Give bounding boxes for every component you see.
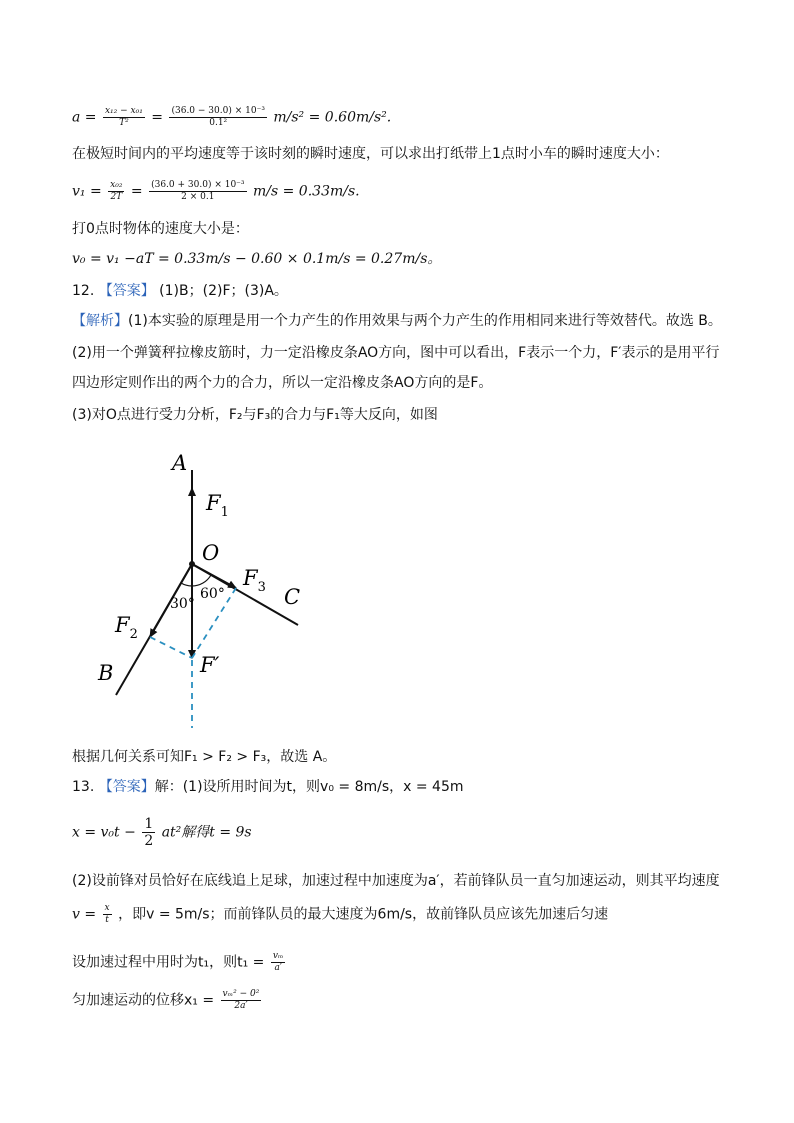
fraction bbox=[149, 180, 246, 203]
fraction-denominator: 2T bbox=[110, 192, 123, 202]
label-b: B bbox=[98, 661, 114, 685]
label-f1: $F_1$ bbox=[206, 491, 229, 520]
fraction-denominator: a′ bbox=[274, 963, 282, 973]
answer-tag: 【答案】 bbox=[98, 283, 155, 299]
q12-analysis-p2a: (2)用一个弹簧秤拉橡皮筋时，力一定沿橡皮条AO方向，图中可以看出，F表示一个力，F′表示的是用平行 bbox=[72, 345, 720, 361]
p5-text: 匀加速运动的位移x₁ = bbox=[72, 992, 215, 1009]
eq-v1-lhs: v₁ = bbox=[72, 183, 102, 200]
label-a: A bbox=[172, 451, 188, 475]
arrow-f3 bbox=[192, 564, 236, 588]
angle-arc-60 bbox=[192, 575, 211, 586]
fraction bbox=[169, 106, 266, 129]
eq-x-lhs: x = v₀t − bbox=[72, 824, 136, 841]
fraction-numerator: x₀₂ bbox=[110, 180, 123, 190]
q13-p4 bbox=[72, 951, 287, 974]
fraction-numerator: vₘ bbox=[272, 951, 284, 961]
equals-sign: = bbox=[151, 109, 164, 126]
fraction bbox=[103, 903, 112, 926]
equation-v0: v₀ = v₁ −aT = 0.33m/s − 0.60 × 0.1m/s = 0.27m/s。 bbox=[72, 251, 442, 267]
analysis-text: (1)本实验的原理是用一个力产生的作用效果与两个力产生的作用相同来进行等效替代。故选 B。 bbox=[128, 313, 722, 329]
p4-text: 设加速过程中用时为t₁，则t₁ = bbox=[72, 954, 265, 971]
analysis-tag: 【解析】 bbox=[72, 313, 128, 329]
fraction-denominator: T² bbox=[119, 118, 129, 128]
label-60: 60° bbox=[200, 586, 225, 602]
fraction bbox=[271, 951, 286, 974]
point-o bbox=[189, 561, 195, 567]
dashed-parallel-f2 bbox=[150, 637, 192, 658]
result: = 0.60m/s². bbox=[308, 109, 392, 126]
paragraph-v0-intro: 打0点时物体的速度大小是： bbox=[72, 221, 249, 237]
q12-analysis-p3: (3)对O点进行受力分析，F₂与F₃的合力与F₁等大反向，如图 bbox=[72, 407, 438, 423]
answer-text: (1)B；(2)F；(3)A。 bbox=[159, 283, 288, 299]
fraction bbox=[221, 989, 262, 1012]
answer-tag: 【答案】 bbox=[98, 779, 155, 795]
q12-analysis-p1 bbox=[72, 311, 722, 331]
force-diagram bbox=[0, 440, 340, 740]
q12-conclusion: 根据几何关系可知F₁ > F₂ > F₃，故选 A。 bbox=[72, 749, 337, 765]
question-number: 12. bbox=[72, 283, 95, 299]
fraction-numerator: (36.0 − 30.0) × 10⁻³ bbox=[171, 106, 265, 116]
label-f-prime: F′ bbox=[200, 653, 220, 677]
equation-displacement bbox=[72, 816, 252, 849]
fraction-numerator: x₁₂ − x₀₁ bbox=[104, 106, 143, 116]
p3-tail: ，即v = 5m/s；而前锋队员的最大速度为6m/s，故前锋队员应该先加速后匀速 bbox=[118, 906, 609, 923]
fraction-numerator: (36.0 + 30.0) × 10⁻³ bbox=[151, 180, 245, 190]
label-f2: $F_2$ bbox=[115, 613, 138, 642]
fraction-numerator: x bbox=[104, 903, 110, 913]
equals-sign: = bbox=[130, 183, 143, 200]
label-c: C bbox=[284, 585, 301, 609]
eq-a-lhs: a = bbox=[72, 109, 97, 126]
fraction-denominator: 0.1² bbox=[209, 118, 228, 128]
q12-answer-line bbox=[72, 281, 288, 301]
eq-x-tail: at²解得t = 9s bbox=[161, 824, 252, 841]
question-number: 13. bbox=[72, 779, 95, 795]
q13-p3 bbox=[72, 903, 608, 926]
fraction-numerator: vₘ² − 0² bbox=[222, 989, 260, 999]
fraction bbox=[142, 816, 155, 849]
equation-acceleration bbox=[72, 106, 391, 129]
unit: m/s² bbox=[273, 109, 305, 126]
label-f3: $F_3$ bbox=[243, 566, 266, 595]
fraction bbox=[103, 106, 145, 129]
q13-p2: (2)设前锋对员恰好在底线追上足球，加速过程中加速度为a′，若前锋队员一直匀加速运动，则其平均速度 bbox=[72, 873, 720, 889]
label-30: 30° bbox=[170, 596, 195, 612]
paragraph-average-velocity: 在极短时间内的平均速度等于该时刻的瞬时速度，可以求出打纸带上1点时小车的瞬时速度大小： bbox=[72, 146, 669, 162]
answer-text: 解：(1)设所用时间为t，则v₀ = 8m/s，x = 45m bbox=[154, 779, 464, 795]
fraction-denominator: t bbox=[105, 915, 109, 925]
q13-answer-line bbox=[72, 777, 464, 797]
unit: m/s bbox=[252, 183, 279, 200]
equation-v1 bbox=[72, 180, 360, 203]
angle-arc-30 bbox=[181, 583, 192, 586]
fraction-denominator: 2 × 0.1 bbox=[181, 192, 215, 202]
fraction bbox=[108, 180, 124, 203]
fraction-numerator: 1 bbox=[144, 816, 154, 832]
q12-analysis-p2b: 四边形定则作出的两个力的合力，所以一定沿橡皮条AO方向的是F。 bbox=[72, 375, 493, 391]
result: = 0.33m/s. bbox=[282, 183, 360, 200]
label-o: O bbox=[202, 541, 220, 565]
fraction-denominator: 2 bbox=[144, 833, 154, 849]
fraction-denominator: 2a′ bbox=[234, 1001, 248, 1011]
q13-p5 bbox=[72, 989, 263, 1012]
eq-v-lhs: v = bbox=[72, 906, 97, 923]
